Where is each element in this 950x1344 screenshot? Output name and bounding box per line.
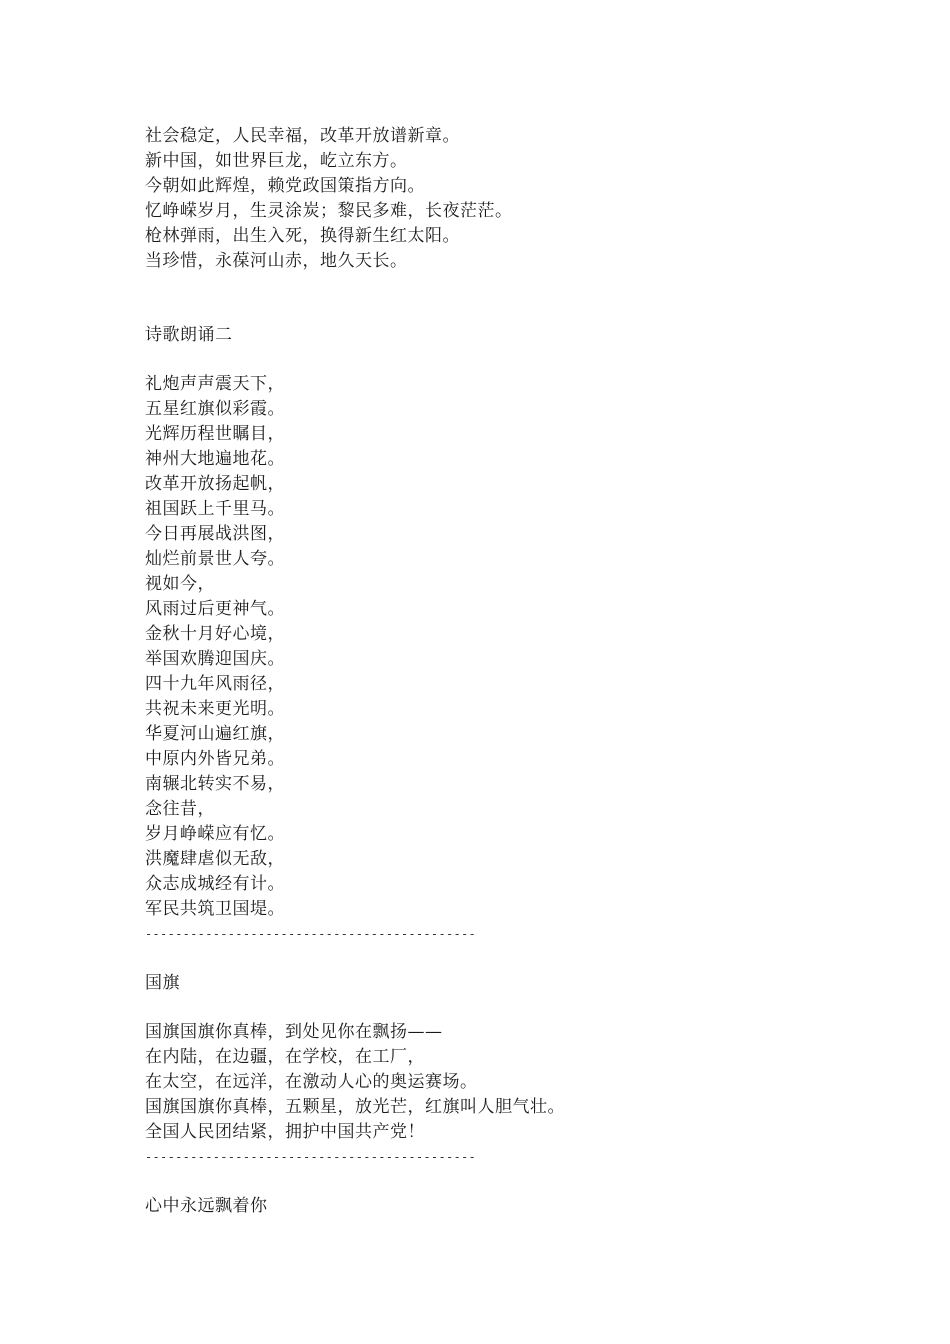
poem-line: 华夏河山遍红旗， (145, 724, 285, 744)
poem-line: 今朝如此辉煌，赖党政国策指方向。 (145, 176, 425, 196)
poem-line: 念往昔， (145, 799, 215, 819)
poem-title: 心中永远飘着你 (145, 1196, 268, 1216)
poem-line: 全国人民团结紧，拥护中国共产党！ (145, 1122, 425, 1142)
poem-line: 中原内外皆兄弟。 (145, 749, 285, 769)
poem-line: 岁月峥嵘应有忆。 (145, 824, 285, 844)
poem-line: 礼炮声声震天下， (145, 374, 285, 394)
poem-line: 五星红旗似彩霞。 (145, 399, 285, 419)
spacer (145, 348, 905, 372)
poem-line: 当珍惜，永葆河山赤，地久天长。 (145, 251, 408, 271)
poem-line: 南辗北转实不易， (145, 774, 285, 794)
spacer (145, 1170, 905, 1194)
section-divider: -------------------------------------------- (145, 927, 477, 941)
poem-line: 军民共筑卫国堤。 (145, 899, 285, 919)
spacer (145, 274, 905, 323)
section-divider: -------------------------------------------- (145, 1150, 477, 1164)
poem-line: 共祝未来更光明。 (145, 699, 285, 719)
poem-line: 视如今， (145, 574, 215, 594)
poem-line: 新中国，如世界巨龙，屹立东方。 (145, 151, 408, 171)
poem-line: 忆峥嵘岁月，生灵涂炭；黎民多难，长夜茫茫。 (145, 201, 513, 221)
poem-line: 光辉历程世瞩目， (145, 424, 285, 444)
poem-title: 国旗 (145, 973, 180, 993)
poem-line: 风雨过后更神气。 (145, 599, 285, 619)
poem-line: 在太空，在远洋，在激动人心的奥运赛场。 (145, 1072, 478, 1092)
poem-line: 今日再展战洪图， (145, 524, 285, 544)
poem-line: 国旗国旗你真棒，五颗星，放光芒，红旗叫人胆气壮。 (145, 1097, 565, 1117)
poem-line: 神州大地遍地花。 (145, 449, 285, 469)
poem-section-2 (145, 372, 905, 922)
poem-section-3 (145, 1020, 905, 1145)
poem-line: 众志成城经有计。 (145, 874, 285, 894)
poem-line: 改革开放扬起帆， (145, 474, 285, 494)
poem-line: 社会稳定，人民幸福，改革开放谱新章。 (145, 126, 460, 146)
poem-line: 四十九年风雨径， (145, 674, 285, 694)
poem-line: 在内陆，在边疆，在学校，在工厂， (145, 1047, 425, 1067)
spacer (145, 947, 905, 971)
poem-title: 诗歌朗诵二 (145, 325, 233, 345)
poem-line: 国旗国旗你真棒，到处见你在飘扬—— (145, 1022, 443, 1042)
poem-line: 祖国跃上千里马。 (145, 499, 285, 519)
poem-line: 洪魔肆虐似无敌， (145, 849, 285, 869)
poem-line: 举国欢腾迎国庆。 (145, 649, 285, 669)
spacer (145, 996, 905, 1020)
poem-section-1 (145, 124, 905, 274)
poem-line: 枪林弹雨，出生入死，换得新生红太阳。 (145, 226, 460, 246)
poem-line: 灿烂前景世人夸。 (145, 549, 285, 569)
poem-line: 金秋十月好心境， (145, 624, 285, 644)
document-page (145, 124, 905, 1219)
